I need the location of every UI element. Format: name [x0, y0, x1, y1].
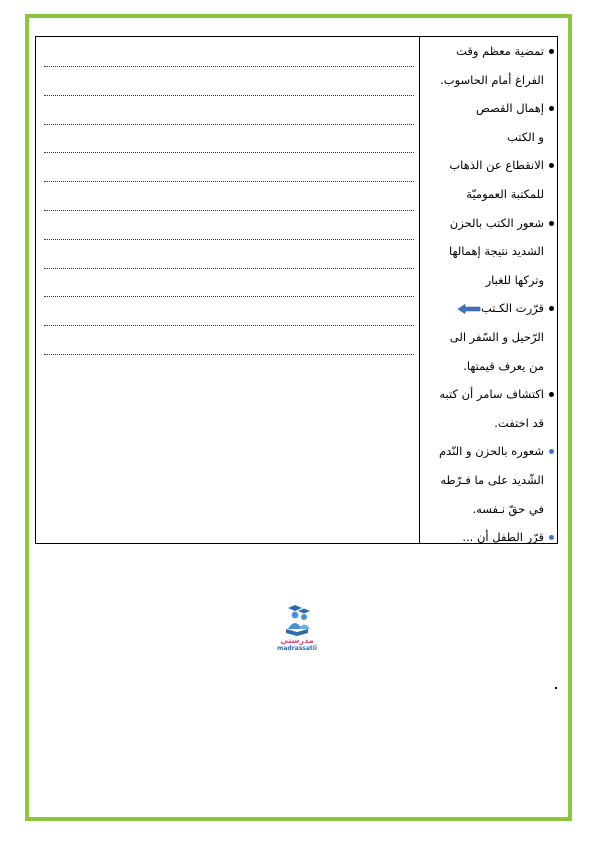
answer-line [44, 268, 414, 269]
event-text-line: و الكتب [506, 129, 544, 144]
event-text-line: الشّديد على ما فـرّطه [440, 472, 544, 487]
event-text-line: من يعرف قيمتها. [463, 358, 544, 373]
answer-line [44, 181, 414, 182]
event-text-line: شعور الكتب بالحزن [449, 215, 544, 230]
event-text-line: الفراغ أمام الحاسوب. [440, 72, 544, 87]
bullet-icon [549, 535, 554, 540]
event-text-line: اكتشاف سامر أن كتبه [439, 387, 544, 402]
answer-line [44, 239, 414, 240]
answer-line [44, 95, 414, 96]
event-text-line: شعوره بالحزن و النّدم [439, 444, 544, 459]
answer-lines-column [36, 37, 419, 543]
event-text-line: تمضية معظم وقت [456, 44, 544, 58]
event-text-line [422, 294, 544, 323]
bullet-icon [549, 449, 554, 454]
event-text-line: الرّحيل و السّفر الى [449, 329, 544, 344]
event-item [420, 151, 558, 208]
event-text-line: للمكتبة العموميّة [466, 186, 544, 201]
bullet-icon [549, 306, 554, 311]
event-text: قرّرت الكـتب [480, 301, 544, 316]
event-text-line: قرّر الطفل أن ... [462, 530, 544, 545]
event-text-line: في حقّ نـفسه. [472, 501, 544, 516]
answer-line [44, 210, 414, 211]
event-item [420, 437, 558, 523]
event-text-line: وتركها للغبار [485, 272, 544, 287]
left-arrow-icon [457, 304, 481, 314]
answer-line [44, 124, 414, 125]
bullet-icon [549, 221, 554, 226]
bullet-icon [549, 163, 554, 168]
answer-line [44, 296, 414, 297]
bullet-icon [549, 392, 554, 397]
event-item [420, 37, 558, 94]
events-table [35, 36, 558, 544]
event-text-line: قد اختفت. [494, 415, 544, 430]
events-column [420, 37, 558, 543]
answer-line [44, 66, 414, 67]
event-item [420, 523, 558, 552]
event-text-line: الشديد نتيجة إهمالها [449, 244, 544, 259]
stray-dot [555, 687, 557, 689]
logo-arabic-text: مدرستي [280, 636, 314, 645]
madrassatii-logo [268, 603, 326, 651]
event-text-line: إهمال القصص [475, 101, 544, 116]
bullet-icon [549, 49, 554, 54]
logo-latin-text: madrassatii [277, 645, 317, 651]
event-item [420, 294, 558, 380]
event-item [420, 380, 558, 437]
answer-line [44, 354, 414, 355]
answer-line [44, 325, 414, 326]
event-item [420, 94, 558, 151]
answer-line [44, 152, 414, 153]
event-text-line: الانقطاع عن الذهاب [449, 158, 544, 173]
event-item [420, 209, 558, 295]
bullet-icon [549, 106, 554, 111]
